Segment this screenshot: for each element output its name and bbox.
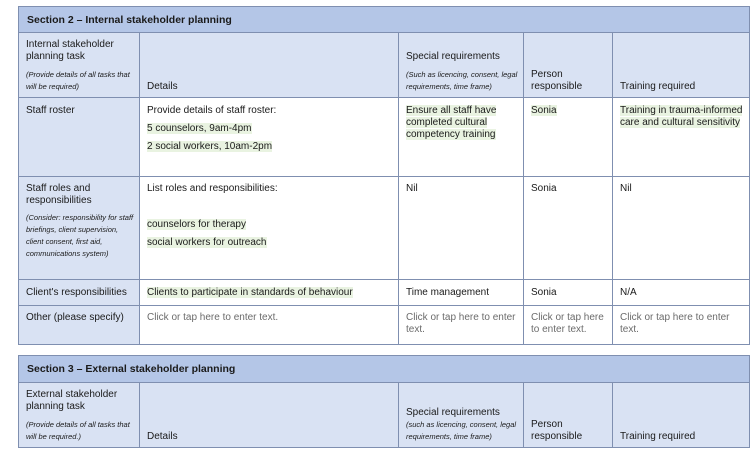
row-person[interactable]: Sonia xyxy=(524,280,613,306)
header-details: Details xyxy=(140,33,399,98)
details-line: Provide details of staff roster: xyxy=(147,105,277,116)
header-person: Person responsible xyxy=(524,383,613,448)
details-line: Clients to participate in standards of behaviour xyxy=(147,286,353,298)
section-2-title: Section 2 – Internal stakeholder planning xyxy=(19,7,750,33)
header-special-note: (such as licencing, consent, legal requirements, time frame) xyxy=(406,420,517,441)
row-training[interactable]: Nil xyxy=(613,177,750,280)
person-placeholder[interactable]: Click or tap here to enter text. xyxy=(524,306,613,345)
header-special-label: Special requirements xyxy=(406,407,500,418)
row-task-label: Staff roles and responsibilities xyxy=(26,183,92,206)
special-placeholder[interactable]: Click or tap here to enter text. xyxy=(399,306,524,345)
header-special xyxy=(399,383,524,448)
details-line: 2 social workers, 10am-2pm xyxy=(147,141,273,152)
row-task xyxy=(19,177,140,280)
header-special-label: Special requirements xyxy=(406,51,500,62)
details-line: counselors for therapy xyxy=(147,219,246,230)
header-task-label: Internal stakeholder planning task xyxy=(26,39,114,62)
header-task-note: (Provide details of all tasks that will be required.) xyxy=(26,420,130,441)
header-task xyxy=(19,33,140,98)
details-line: 5 counselors, 9am-4pm xyxy=(147,123,252,134)
table-row xyxy=(19,280,750,306)
training-text: Training in trauma-informed care and cultural sensitivity xyxy=(620,105,743,128)
row-training[interactable]: N/A xyxy=(613,280,750,306)
details-line: social workers for outreach xyxy=(147,237,267,248)
header-special-note: (Such as licencing, consent, legal requirements, time frame) xyxy=(406,70,518,91)
header-person: Person responsible xyxy=(524,33,613,98)
row-person[interactable] xyxy=(524,98,613,177)
header-details: Details xyxy=(140,383,399,448)
row-person[interactable]: Sonia xyxy=(524,177,613,280)
person-text: Sonia xyxy=(531,105,557,116)
details-line: List roles and responsibilities: xyxy=(147,183,278,194)
header-task-label: External stakeholder planning task xyxy=(26,389,118,412)
row-task-note: (Consider: responsibility for staff briefings, client supervision, client consent, first aid, communications system) xyxy=(26,213,134,258)
row-task: Staff roster xyxy=(19,98,140,177)
details-placeholder[interactable]: Click or tap here to enter text. xyxy=(140,306,399,345)
header-task-note: (Provide details of all tasks that will be required) xyxy=(26,70,130,91)
row-task: Other (please specify) xyxy=(19,306,140,345)
header-task xyxy=(19,383,140,448)
row-details[interactable] xyxy=(140,280,399,306)
header-training: Training required xyxy=(613,383,750,448)
row-special[interactable] xyxy=(399,98,524,177)
training-placeholder[interactable]: Click or tap here to enter text. xyxy=(613,306,750,345)
row-task: Client's responsibilities xyxy=(19,280,140,306)
row-training[interactable] xyxy=(613,98,750,177)
section-3-table xyxy=(18,355,750,448)
section-3-title: Section 3 – External stakeholder planning xyxy=(19,356,750,383)
table-row xyxy=(19,177,750,280)
table-row xyxy=(19,98,750,177)
row-details[interactable] xyxy=(140,177,399,280)
special-text: Ensure all staff have completed cultural competency training xyxy=(406,105,497,140)
row-details[interactable] xyxy=(140,98,399,177)
section-2-table xyxy=(18,6,750,345)
table-row xyxy=(19,306,750,345)
header-special xyxy=(399,33,524,98)
header-training: Training required xyxy=(613,33,750,98)
row-special[interactable]: Nil xyxy=(399,177,524,280)
row-special[interactable]: Time management xyxy=(399,280,524,306)
